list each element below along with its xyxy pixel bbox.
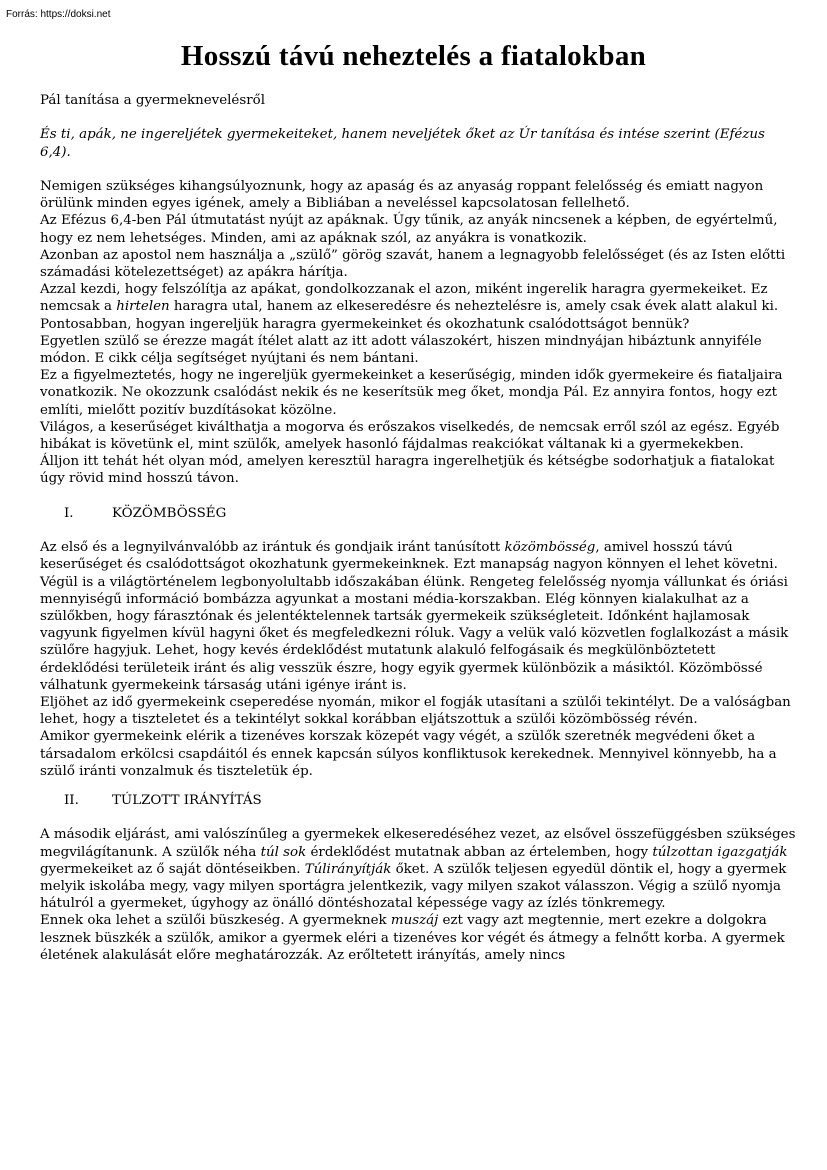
intro-paragraph: Az Efézus 6,4-ben Pál útmutatást nyújt az apáknak. Úgy tűnik, az anyák nincsenek a képben, de egyértelmű, hogy ez nem lehetséges. Minden, ami az apáknak szól, az anyákra is vonatkozik. <box>40 213 778 246</box>
text-run: , amivel hosszú távú keserűséget és csalódottságot okozhatunk gyermekeinknek. Ezt manapság nagyon könnyen el lehet követni. Végül is a világtörténelem legbonyolultabb időszakában élünk. Rengeteg felelősség nyomja vállunkat és óriási mennyiségű információ bombázza agyunkat a mostani média-korszakban. Elég könnyen kialakulhat az a szülőkben, hogy fárasztónak és jelentéktelennek tartsák gyermekeik szükségleteit. Időnként hajlamosak vagyunk figyelmen kívül hagyni őket és megfeledkezni róluk. Vagy a velük való közvetlen foglalkozást a másik szülőre hagyjuk. Lehet, hogy kevés érdeklődést mutatunk alakuló felfogásaik és megkülönböztetett érdeklődési területeik iránt és alig vesszük észre, hogy egyik gyermek különbözik a másiktól. Közömbössé válhatunk gyermekeink társaság utáni igénye iránt is. <box>40 540 789 693</box>
section-paragraph <box>40 826 796 912</box>
text-run: gyermekeiket az ő saját döntéseikben. <box>40 861 305 877</box>
bible-verse-text: És ti, apák, ne ingereljétek gyermekeiteket, hanem neveljétek őket az Úr tanítása és intése szerint (Efézus 6,4). <box>40 127 765 160</box>
emphasis: muszáj <box>390 913 439 929</box>
text-run: őket. A szülők teljesen egyedül döntik el, hogy a gyermek melyik iskolába megy, vagy milyen sportágra jelentkezik, vagy milyen szakot válasszon. Végig a szülő nyomja hátulról a gyermeket, úgyhogy az önálló döntéshozatal képessége vagy az ízlés tönkremegy. <box>40 861 787 912</box>
emphasis: túlzottan igazgatják <box>652 844 788 860</box>
intro-paragraph: Világos, a keserűséget kiválthatja a mogorva és erőszakos viselkedés, de nemcsak erről szól az egész. Egyéb hibákat is követünk el, mint szülők, amelyek hasonló fájdalmas reakciókat váltanak ki a gyermekekben. <box>40 419 780 453</box>
section-number: I. <box>64 505 74 521</box>
intro-paragraph: Álljon itt tehát hét olyan mód, amelyen keresztül haragra ingerelhetjük és kétségbe sodorhatjuk a fiatalokat úgy rövid mind hosszú távon. <box>40 454 775 487</box>
text-run: Ennek oka lehet a szülői büszkeség. A gyermeknek <box>40 913 391 929</box>
document-body <box>40 92 796 964</box>
section-heading-indifference <box>40 505 796 522</box>
document-title: Hosszú távú neheztelés a fiatalokban <box>180 40 647 72</box>
emphasis: hirtelen <box>116 299 170 315</box>
section-paragraph: Eljöhet az idő gyermekeink cseperedése nyomán, mikor el fogják utasítani a szülői tekintélyt. De a valóságban lehet, hogy a tiszteletet és a tekintélyt sokkal korábban eljátszottuk a szülői közömbösség révén. <box>40 695 791 728</box>
text-run: Az első és a legnyilvánvalóbb az irántuk és gondjaik iránt tanúsított <box>40 540 505 556</box>
section-paragraph: Amikor gyermekeink elérik a tizenéves korszak közepét vagy végét, a szülők szeretnék megvédeni őket a társadalom erkölcsi csapdáitól és ennek kapcsán súlyos konfliktusok kerekednek. Mennyivel könnyebb, ha a szülő iránti vonzalmuk és tiszteletük ép. <box>40 729 777 779</box>
section-paragraph <box>40 912 796 964</box>
text-run: A második eljárást, ami valószínűleg a gyermekek elkeseredéséhez vezet, az elsővel összefüggésben szükséges megvilágítanunk. A szülők néha <box>40 827 796 860</box>
emphasis: Túlirányítják <box>304 861 392 877</box>
intro-paragraph: Ez a figyelmeztetés, hogy ne ingereljük gyermekeinket a keserűségig, minden idők gyermekeire és fiataljaira vonatkozik. Ne okozzunk csalódást nekik és ne keserítsük meg őket, mondja Pál. Ez annyira fontos, hogy ezt említi, mielőtt pozitív buzdításokat közölne. <box>40 368 783 418</box>
intro-paragraph <box>40 281 796 333</box>
bible-verse <box>40 126 796 160</box>
section-title: TÚLZOTT IRÁNYÍTÁS <box>112 793 262 809</box>
section-number: II. <box>64 793 79 809</box>
intro-paragraph: Nemigen szükséges kihangsúlyoznunk, hogy az apaság és az anyaság roppant felelősség és emiatt nagyon örülünk minden egyes igének, amely a Bibliában a neveléssel kapcsolatosan fellelhető. <box>40 178 764 212</box>
intro-paragraph: Azonban az apostol nem használja a „szülő” görög szavát, hanem a legnagyobb felelősséget (és az Isten előtti számadási kötelezettséget) az apákra hárítja. <box>40 247 786 280</box>
emphasis: közömbösség <box>504 540 596 556</box>
source-line: Forrás: https://doksi.net <box>6 9 111 20</box>
text-run: haragra utal, hanem az elkeseredésre és neheztelésre is, amely csak évek alatt alakul ki. Pontosabban, hogyan ingereljük haragra gyermekeinket és okozhatunk csalódottságot bennük? <box>40 299 779 332</box>
emphasis: túl sok <box>260 844 307 860</box>
section-paragraph <box>40 539 796 694</box>
text-run: ezt vagy azt megtennie, mert ezekre a dolgokra lesznek büszkék a szülők, amikor a gyermek eléri a tizenéves kor végét és átmegy a felnőtt korba. A gyermek életének alakulását előre meghatározzák. Az erőltetett irányítás, amely nincs <box>40 913 785 963</box>
section-title: KÖZÖMBÖSSÉG <box>112 505 227 521</box>
intro-paragraph: Egyetlen szülő se érezze magát ítélet alatt az itt adott válaszokért, hiszen mindnyájan hibáztunk annyiféle módon. E cikk célja segítséget nyújtani és nem bántani. <box>40 333 762 367</box>
text-run: Azzal kezdi, hogy felszólítja az apákat, gondolkozzanak el azon, miként ingerelik haragra gyermekeiket. Ez nemcsak a <box>40 282 768 315</box>
text-run: érdeklődést mutatnak abban az értelemben, hogy <box>306 844 653 860</box>
section-heading-overcontrol <box>40 792 796 809</box>
subtitle: Pál tanítása a gyermeknevelésről <box>40 93 265 108</box>
